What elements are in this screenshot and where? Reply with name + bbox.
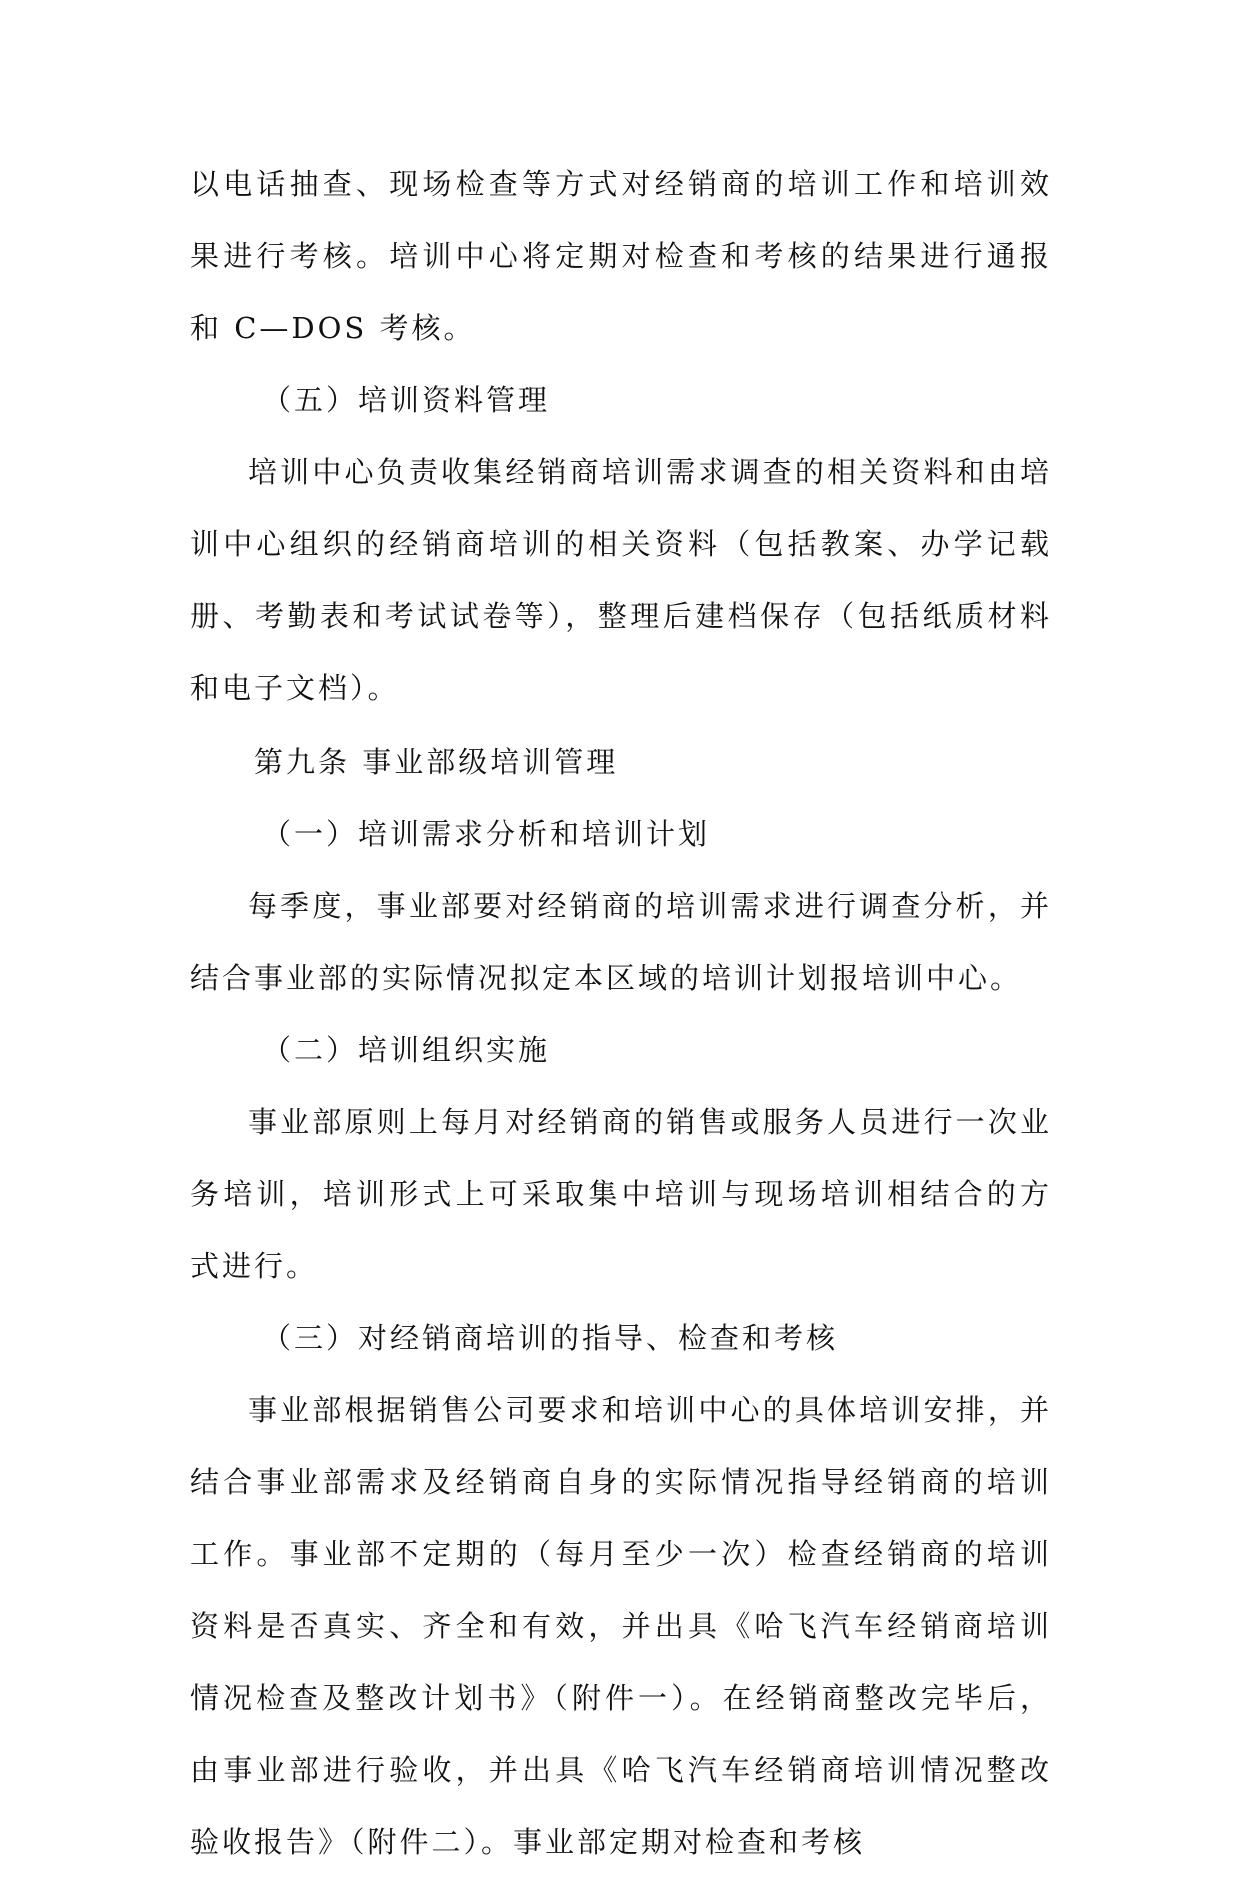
paragraph-needs-analysis: 每季度，事业部要对经销商的培训需求进行调查分析，并结合事业部的实际情况拟定本区域的培训计划报培训中心。 xyxy=(190,889,1052,995)
document-body xyxy=(190,148,1052,1878)
section-heading-1: （一）培训需求分析和培训计划 xyxy=(262,817,711,851)
paragraph-guidance-inspection: 事业部根据销售公司要求和培训中心的具体培训安排，并结合事业部需求及经销商自身的实际情况指导经销商的培训工作。事业部不定期的（每月至少一次）检查经销商的培训资料是否真实、齐全和有效，并出具《哈飞汽车经销商培训情况检查及整改计划书》（附件一）。在经销商整改完毕后，由事业部进行验收，并出具《哈飞汽车经销商培训情况整改验收报告》（附件二）。事业部定期对检查和考核 xyxy=(190,1393,1052,1859)
section-heading-5: （五）培训资料管理 xyxy=(262,383,551,417)
section-heading-2: （二）培训组织实施 xyxy=(262,1033,551,1067)
article-heading-9: 第九条 事业部级培训管理 xyxy=(254,745,619,779)
paragraph-implementation: 事业部原则上每月对经销商的销售或服务人员进行一次业务培训，培训形式上可采取集中培训与现场培训相结合的方式进行。 xyxy=(190,1105,1052,1283)
section-heading-3: （三）对经销商培训的指导、检查和考核 xyxy=(262,1321,839,1355)
paragraph-continued: 以电话抽查、现场检查等方式对经销商的培训工作和培训效果进行考核。培训中心将定期对检查和考核的结果进行通报和 C—DOS 考核。 xyxy=(190,167,1052,345)
paragraph-training-materials: 培训中心负责收集经销商培训需求调查的相关资料和由培训中心组织的经销商培训的相关资料（包括教案、办学记载册、考勤表和考试试卷等），整理后建档保存（包括纸质材料和电子文档）。 xyxy=(190,455,1052,705)
